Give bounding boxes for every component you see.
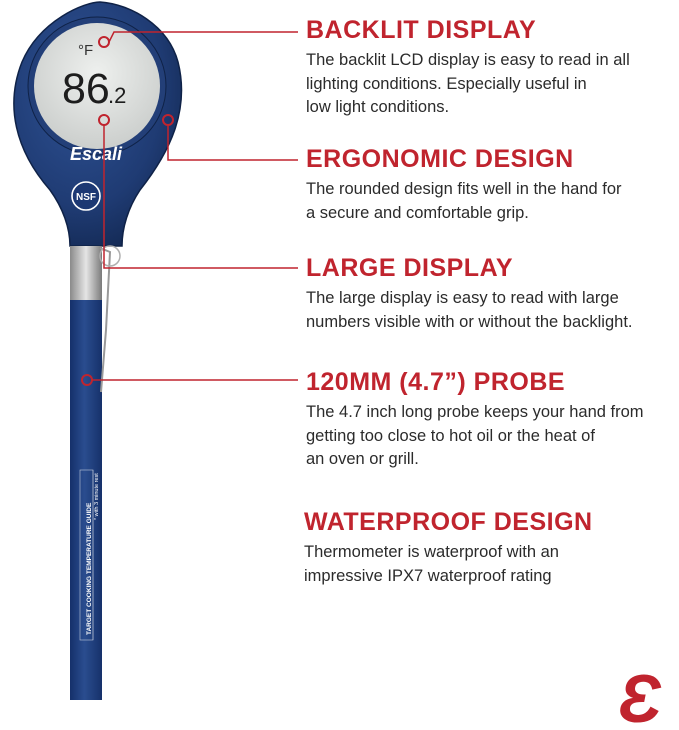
feature-title: WATERPROOF DESIGN [304,508,593,536]
feature-line: numbers visible with or without the backlight. [306,312,633,331]
feature-title: 120MM (4.7”) PROBE [306,368,566,396]
temperature-guide-title: TARGET COOKING TEMPERATURE GUIDE [86,502,93,635]
probe-collar [70,246,102,300]
feature-line: The rounded design fits well in the hand for [306,180,622,198]
feature-title: LARGE DISPLAY [306,254,514,282]
feature-line: Thermometer is waterproof with an [304,543,559,561]
feature-line: The 4.7 inch long probe keeps your hand from [306,403,644,421]
feature-description [306,178,622,225]
feature-description [306,401,644,472]
feature-backlit-display [306,15,630,120]
feature-line: low light conditions. [306,98,450,116]
temperature-guide-note: * with 3 minute rest [94,473,100,520]
feature-description [306,49,630,120]
feature-line: an oven or grill. [306,450,419,468]
lcd-unit: °F [78,42,94,59]
feature-line: lighting conditions. Especially useful in [306,74,587,93]
feature-line: impressive IPX7 waterproof rating [304,566,552,585]
lcd-reading-decimal: .2 [108,83,127,108]
feature-probe [306,367,644,472]
feature-title: ERGONOMIC DESIGN [306,145,574,173]
feature-ergonomic-design [306,144,622,225]
feature-description [306,287,633,334]
feature-line: getting too close to hot oil or the heat of [306,426,595,445]
feature-line: The backlit LCD display is easy to read in all [306,51,630,69]
lcd-reading-main: 86 [62,65,110,113]
callout-ergonomic-design [163,115,298,160]
escali-logo-icon: Ɛ [618,661,662,730]
feature-line: The large display is easy to read with large [306,289,619,307]
feature-large-display [306,253,633,334]
feature-description [304,541,593,588]
feature-title: BACKLIT DISPLAY [306,16,537,44]
feature-line: a secure and comfortable grip. [306,203,529,222]
feature-waterproof-design [304,507,593,588]
nsf-badge-text: NSF [76,192,96,203]
callout-probe [82,375,298,385]
brand-text: Escali [70,144,123,164]
